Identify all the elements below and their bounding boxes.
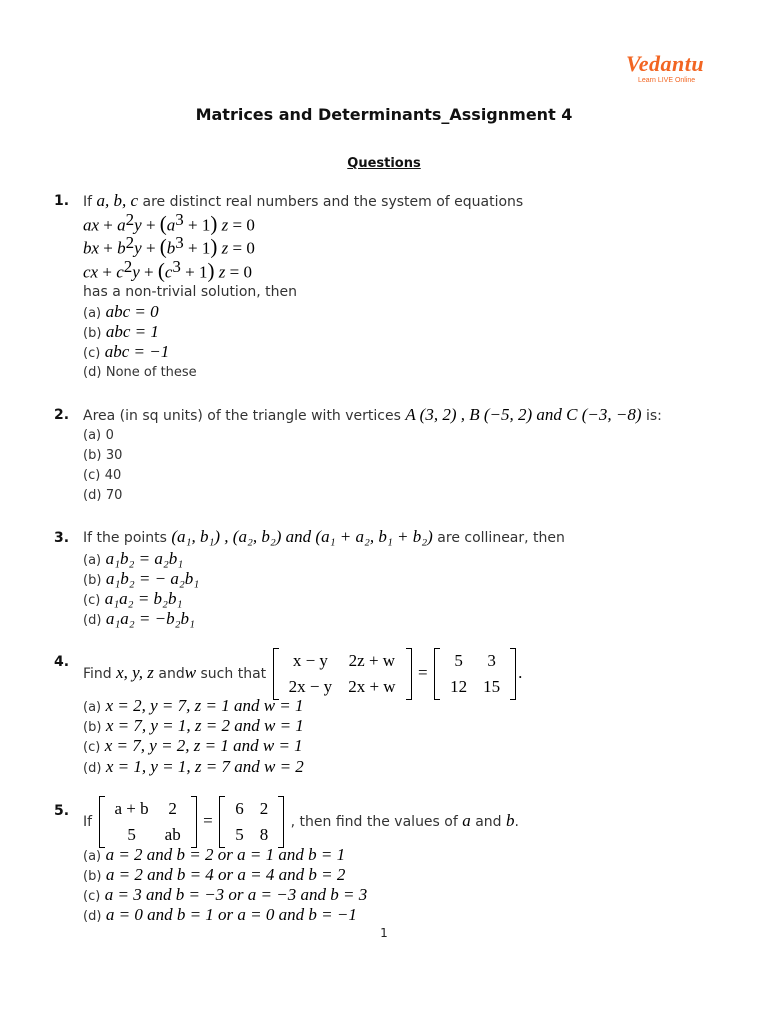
- option-b: (b) 30: [83, 448, 123, 463]
- brand-name: Vedantu: [626, 51, 705, 76]
- page-title: Matrices and Determinants_Assignment 4: [195, 105, 573, 124]
- option-b: (b) x = 7, y = 1, z = 2 and w = 1: [83, 716, 304, 735]
- option-d: (d) x = 1, y = 1, z = 7 and w = 2: [83, 757, 304, 776]
- matrix-right: 6 2 5 8: [217, 796, 286, 848]
- text-fragment: If: [83, 194, 93, 210]
- question-number: 4.: [54, 654, 70, 670]
- option-c: (c) x = 7, y = 2, z = 1 and w = 1: [83, 736, 303, 755]
- option-c: (c) abc = −1: [83, 342, 170, 361]
- option-c: (c) a = 3 and b = −3 or a = −3 and b = 3: [83, 885, 368, 904]
- question-text: If the points (a₁, b₁) , (a₂, b₂) and (a₁ + a₂, b₁ + b₂) are collinear, then: [83, 527, 565, 546]
- text-fragment: are distinct real numbers and the system of equations: [142, 194, 524, 210]
- option-b: (b) a₁b₂ = − a₂b₁: [83, 569, 200, 588]
- math-variables: a, b, c: [96, 191, 139, 210]
- section-heading: Questions: [347, 156, 421, 171]
- option-a: (a) abc = 0: [83, 302, 159, 321]
- question-number: 1.: [54, 193, 70, 209]
- brand-tagline: Learn LIVE Online: [638, 77, 696, 84]
- page-number: 1: [380, 926, 388, 940]
- vedantu-logo: [626, 52, 712, 88]
- option-b: (b) abc = 1: [83, 322, 159, 341]
- equation-3: cx + $c^2y + (c^3 + 1) z = 0$: [83, 257, 252, 283]
- question-number: 5.: [54, 803, 70, 819]
- question-text: [83, 191, 523, 211]
- equation-2: bx + $b^2y + (b^3 + 1) z = 0$: [83, 233, 255, 259]
- option-d: (d) None of these: [83, 365, 197, 380]
- option-a: (a) a₁b₂ = a₂b₁: [83, 549, 184, 568]
- option-d: (d) a = 0 and b = 1 or a = 0 and b = −1: [83, 905, 357, 924]
- question-number: 3.: [54, 530, 70, 546]
- option-c: (c) a₁a₂ = b₂b₁: [83, 589, 183, 608]
- question-text: If a + b 2 5 ab = 6 2 5 8 , then find the values of a and b.: [83, 796, 519, 848]
- matrix-right: 5 3 12 15: [432, 648, 518, 700]
- question-text: Area (in sq units) of the triangle with vertices A (3, 2) , B (−5, 2) and C (−3, −8) is:: [83, 405, 662, 424]
- option-a: (a) a = 2 and b = 2 or a = 1 and b = 1: [83, 845, 346, 864]
- question-text: Find x, y, z andw such that x − y 2z + w 2x − y 2x + w = 5 3 12 15 .: [83, 648, 522, 700]
- matrix-left: a + b 2 5 ab: [97, 796, 199, 848]
- condition-text: has a non-trivial solution, then: [83, 284, 298, 300]
- matrix-left: x − y 2z + w 2x − y 2x + w: [271, 648, 414, 700]
- option-c: (c) 40: [83, 468, 122, 483]
- option-d: (d) a₁a₂ = −b₂b₁: [83, 609, 195, 628]
- option-d: (d) 70: [83, 488, 123, 503]
- option-b: (b) a = 2 and b = 4 or a = 4 and b = 2: [83, 865, 346, 884]
- option-a: (a) 0: [83, 428, 114, 443]
- question-number: 2.: [54, 407, 70, 423]
- option-a: (a) x = 2, y = 7, z = 1 and w = 1: [83, 696, 304, 715]
- equation-1: ax + $a^2y + (a^3 + 1) z = 0$: [83, 210, 255, 236]
